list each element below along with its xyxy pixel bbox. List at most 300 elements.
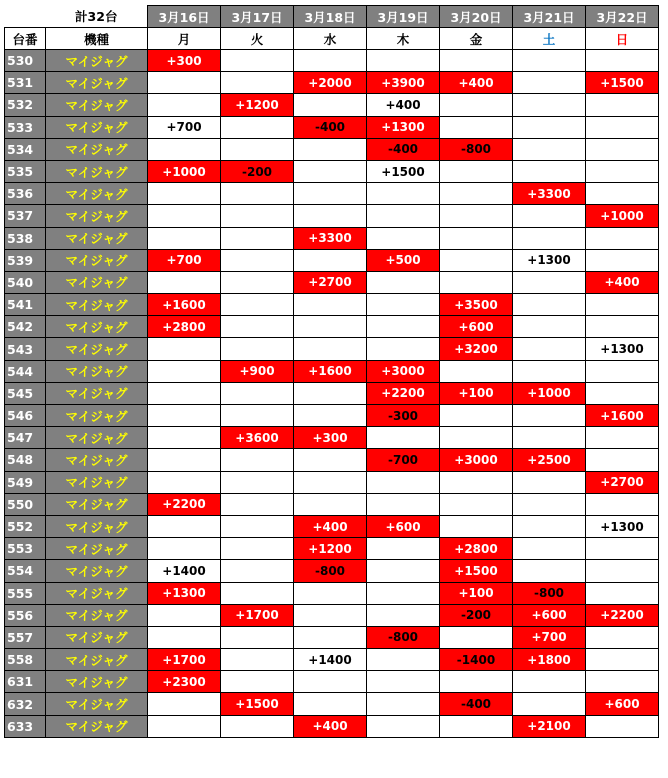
result-cell — [586, 249, 659, 271]
result-cell — [586, 493, 659, 515]
result-cell — [294, 183, 367, 205]
result-cell: +1700 — [148, 649, 221, 671]
machine-number: 537 — [5, 205, 46, 227]
machine-type: マイジャグ — [46, 715, 148, 737]
result-cell — [586, 582, 659, 604]
machine-number: 538 — [5, 227, 46, 249]
result-cell — [221, 649, 294, 671]
machine-number: 543 — [5, 338, 46, 360]
date-header: 3月19日 — [367, 6, 440, 28]
result-cell — [513, 427, 586, 449]
machine-type-header: 機種 — [46, 28, 148, 50]
table-row — [5, 515, 659, 537]
result-cell — [513, 138, 586, 160]
machine-type: マイジャグ — [46, 360, 148, 382]
result-cell — [440, 160, 513, 182]
result-cell — [586, 449, 659, 471]
result-cell — [440, 626, 513, 648]
table-row — [5, 715, 659, 737]
result-cell: +3000 — [440, 449, 513, 471]
machine-type: マイジャグ — [46, 271, 148, 293]
result-cell — [148, 427, 221, 449]
result-cell: -800 — [294, 560, 367, 582]
machine-type: マイジャグ — [46, 94, 148, 116]
table-row — [5, 693, 659, 715]
date-header: 3月18日 — [294, 6, 367, 28]
result-cell: +900 — [221, 360, 294, 382]
machine-type: マイジャグ — [46, 116, 148, 138]
result-cell — [440, 227, 513, 249]
result-cell — [513, 360, 586, 382]
machine-number: 550 — [5, 493, 46, 515]
table-row — [5, 72, 659, 94]
table-row — [5, 183, 659, 205]
result-cell: +1600 — [148, 294, 221, 316]
result-cell: +100 — [440, 382, 513, 404]
table-row — [5, 205, 659, 227]
result-cell — [221, 626, 294, 648]
result-cell: -800 — [440, 138, 513, 160]
date-header: 3月20日 — [440, 6, 513, 28]
weekday-header: 金 — [440, 28, 513, 50]
result-cell — [513, 405, 586, 427]
result-cell: +1700 — [221, 604, 294, 626]
result-cell — [221, 582, 294, 604]
result-cell — [586, 671, 659, 693]
result-cell — [586, 50, 659, 72]
result-cell: -800 — [367, 626, 440, 648]
machine-type: マイジャグ — [46, 338, 148, 360]
table-row — [5, 294, 659, 316]
result-cell — [148, 538, 221, 560]
result-cell — [513, 493, 586, 515]
result-cell: +1300 — [586, 338, 659, 360]
result-cell: +400 — [294, 515, 367, 537]
machine-type: マイジャグ — [46, 138, 148, 160]
result-cell: +1000 — [586, 205, 659, 227]
weekday-header: 土 — [513, 28, 586, 50]
result-cell — [148, 515, 221, 537]
machine-type: マイジャグ — [46, 427, 148, 449]
table-row — [5, 560, 659, 582]
result-cell — [221, 116, 294, 138]
result-cell — [221, 205, 294, 227]
result-cell — [440, 94, 513, 116]
result-cell: +2200 — [367, 382, 440, 404]
machine-number: 547 — [5, 427, 46, 449]
machine-number: 534 — [5, 138, 46, 160]
table-row — [5, 94, 659, 116]
result-cell: +1300 — [586, 515, 659, 537]
result-cell — [513, 227, 586, 249]
result-cell: +100 — [440, 582, 513, 604]
result-cell — [148, 271, 221, 293]
result-cell — [148, 715, 221, 737]
machine-type: マイジャグ — [46, 649, 148, 671]
weekday-header: 水 — [294, 28, 367, 50]
table-row — [5, 604, 659, 626]
machine-type: マイジャグ — [46, 693, 148, 715]
result-cell — [367, 538, 440, 560]
result-cell: -700 — [367, 449, 440, 471]
result-cell: +1000 — [148, 160, 221, 182]
result-cell — [367, 582, 440, 604]
result-cell — [513, 338, 586, 360]
result-cell — [221, 316, 294, 338]
result-cell — [440, 427, 513, 449]
result-cell: -400 — [294, 116, 367, 138]
result-cell — [148, 405, 221, 427]
result-cell: +1400 — [294, 649, 367, 671]
result-cell: +1800 — [513, 649, 586, 671]
result-cell: +600 — [586, 693, 659, 715]
weekday-header: 火 — [221, 28, 294, 50]
result-cell — [221, 538, 294, 560]
date-header: 3月22日 — [586, 6, 659, 28]
result-cell — [513, 671, 586, 693]
result-cell: +3500 — [440, 294, 513, 316]
result-cell — [367, 271, 440, 293]
result-cell — [221, 493, 294, 515]
result-cell — [294, 604, 367, 626]
result-cell: +1500 — [221, 693, 294, 715]
result-cell: +400 — [440, 72, 513, 94]
result-cell — [294, 671, 367, 693]
result-cell: +600 — [367, 515, 440, 537]
result-cell — [586, 183, 659, 205]
machine-type: マイジャグ — [46, 471, 148, 493]
table-row — [5, 50, 659, 72]
result-cell — [367, 427, 440, 449]
result-cell — [148, 449, 221, 471]
result-cell — [367, 471, 440, 493]
machine-number: 546 — [5, 405, 46, 427]
machine-type: マイジャグ — [46, 382, 148, 404]
result-cell — [586, 560, 659, 582]
result-cell — [221, 671, 294, 693]
result-cell — [513, 116, 586, 138]
result-cell — [294, 493, 367, 515]
machine-type: マイジャグ — [46, 604, 148, 626]
result-cell: -200 — [440, 604, 513, 626]
result-cell: +3200 — [440, 338, 513, 360]
result-cell — [294, 316, 367, 338]
weekday-header: 日 — [586, 28, 659, 50]
table-row — [5, 649, 659, 671]
result-cell — [294, 94, 367, 116]
machine-number: 531 — [5, 72, 46, 94]
result-cell: -800 — [513, 582, 586, 604]
machine-count: 計32台 — [75, 9, 118, 25]
result-cell — [586, 94, 659, 116]
result-cell — [440, 515, 513, 537]
machine-type: マイジャグ — [46, 50, 148, 72]
result-cell — [440, 183, 513, 205]
result-cell: +2500 — [513, 449, 586, 471]
result-cell — [367, 316, 440, 338]
machine-number: 552 — [5, 515, 46, 537]
result-cell — [221, 294, 294, 316]
result-cell: +3300 — [294, 227, 367, 249]
result-cell — [440, 205, 513, 227]
table-row — [5, 538, 659, 560]
result-cell: +1400 — [148, 560, 221, 582]
result-cell — [367, 604, 440, 626]
result-cell — [294, 405, 367, 427]
table-row — [5, 582, 659, 604]
machine-type: マイジャグ — [46, 493, 148, 515]
result-cell — [294, 294, 367, 316]
machine-number: 533 — [5, 116, 46, 138]
table-row — [5, 138, 659, 160]
result-cell — [367, 227, 440, 249]
machine-number: 557 — [5, 626, 46, 648]
result-cell — [294, 249, 367, 271]
result-cell — [367, 294, 440, 316]
result-cell — [586, 649, 659, 671]
result-cell — [367, 649, 440, 671]
result-cell: +2700 — [294, 271, 367, 293]
result-cell — [440, 50, 513, 72]
result-cell: +300 — [294, 427, 367, 449]
machine-number: 632 — [5, 693, 46, 715]
result-cell — [221, 449, 294, 471]
result-cell — [440, 405, 513, 427]
result-cell: +2000 — [294, 72, 367, 94]
result-cell: +600 — [440, 316, 513, 338]
result-cell — [513, 316, 586, 338]
result-cell — [513, 294, 586, 316]
result-cell — [367, 50, 440, 72]
machine-type: マイジャグ — [46, 405, 148, 427]
result-cell: +3000 — [367, 360, 440, 382]
machine-number: 631 — [5, 671, 46, 693]
result-cell — [367, 671, 440, 693]
date-header: 3月21日 — [513, 6, 586, 28]
result-cell — [586, 715, 659, 737]
table-row — [5, 427, 659, 449]
result-cell: +400 — [367, 94, 440, 116]
machine-number: 553 — [5, 538, 46, 560]
machine-number: 554 — [5, 560, 46, 582]
table-row — [5, 227, 659, 249]
result-cell: +1000 — [513, 382, 586, 404]
machine-number: 633 — [5, 715, 46, 737]
result-cell — [294, 50, 367, 72]
date-header: 3月17日 — [221, 6, 294, 28]
result-cell — [148, 94, 221, 116]
result-cell — [513, 560, 586, 582]
machine-number: 558 — [5, 649, 46, 671]
machine-number: 535 — [5, 160, 46, 182]
result-cell — [367, 493, 440, 515]
result-cell — [440, 671, 513, 693]
machine-number: 549 — [5, 471, 46, 493]
result-cell — [148, 205, 221, 227]
result-cell — [586, 116, 659, 138]
machine-type: マイジャグ — [46, 227, 148, 249]
result-cell — [513, 515, 586, 537]
result-cell — [148, 138, 221, 160]
corner-blank — [5, 6, 46, 28]
machine-number: 539 — [5, 249, 46, 271]
table-row — [5, 671, 659, 693]
result-cell: +1500 — [586, 72, 659, 94]
result-cell — [221, 560, 294, 582]
result-cell — [513, 72, 586, 94]
result-cell — [148, 471, 221, 493]
result-cell: +2200 — [148, 493, 221, 515]
results-table — [4, 5, 659, 738]
result-cell — [294, 693, 367, 715]
result-cell — [294, 338, 367, 360]
result-cell: +1200 — [221, 94, 294, 116]
result-cell — [513, 471, 586, 493]
result-cell — [221, 138, 294, 160]
table-row — [5, 160, 659, 182]
result-cell — [440, 493, 513, 515]
machine-number: 536 — [5, 183, 46, 205]
result-cell: +1500 — [440, 560, 513, 582]
result-cell — [294, 471, 367, 493]
result-cell — [221, 471, 294, 493]
result-cell — [221, 271, 294, 293]
result-cell — [221, 515, 294, 537]
result-cell: +1600 — [294, 360, 367, 382]
result-cell: +2700 — [586, 471, 659, 493]
machine-number: 545 — [5, 382, 46, 404]
result-cell — [440, 271, 513, 293]
result-cell — [440, 471, 513, 493]
result-cell — [367, 183, 440, 205]
result-cell — [148, 72, 221, 94]
table-row — [5, 471, 659, 493]
result-cell — [586, 160, 659, 182]
result-cell — [440, 715, 513, 737]
result-cell — [148, 626, 221, 648]
result-cell — [586, 626, 659, 648]
machine-number: 530 — [5, 50, 46, 72]
machine-type: マイジャグ — [46, 294, 148, 316]
machine-type: マイジャグ — [46, 560, 148, 582]
date-header: 3月16日 — [148, 6, 221, 28]
result-cell: +2200 — [586, 604, 659, 626]
result-cell — [513, 160, 586, 182]
result-cell — [148, 604, 221, 626]
result-cell — [586, 316, 659, 338]
result-cell: -200 — [221, 160, 294, 182]
result-cell — [148, 183, 221, 205]
machine-type: マイジャグ — [46, 72, 148, 94]
result-cell — [221, 405, 294, 427]
result-cell: +400 — [586, 271, 659, 293]
result-cell — [221, 72, 294, 94]
result-cell — [586, 294, 659, 316]
machine-type: マイジャグ — [46, 205, 148, 227]
column-header-row — [5, 28, 659, 50]
result-cell — [440, 360, 513, 382]
result-cell — [294, 382, 367, 404]
machine-type: マイジャグ — [46, 160, 148, 182]
result-cell — [148, 693, 221, 715]
result-cell — [586, 427, 659, 449]
result-cell — [367, 560, 440, 582]
table-row — [5, 116, 659, 138]
result-cell: +1300 — [148, 582, 221, 604]
result-cell: +3600 — [221, 427, 294, 449]
result-cell — [367, 693, 440, 715]
machine-type: マイジャグ — [46, 626, 148, 648]
result-cell — [221, 50, 294, 72]
table-row — [5, 382, 659, 404]
result-cell — [513, 205, 586, 227]
table-row — [5, 249, 659, 271]
result-cell — [586, 538, 659, 560]
result-cell — [148, 360, 221, 382]
machine-number: 540 — [5, 271, 46, 293]
machine-type: マイジャグ — [46, 316, 148, 338]
result-cell: -400 — [367, 138, 440, 160]
machine-number-header: 台番 — [5, 28, 46, 50]
result-cell: +700 — [148, 249, 221, 271]
machine-number: 532 — [5, 94, 46, 116]
result-cell — [367, 338, 440, 360]
machine-type: マイジャグ — [46, 183, 148, 205]
result-cell — [367, 205, 440, 227]
result-cell: +3900 — [367, 72, 440, 94]
result-cell: +2300 — [148, 671, 221, 693]
result-cell: -400 — [440, 693, 513, 715]
date-header-row — [5, 6, 659, 28]
machine-number: 555 — [5, 582, 46, 604]
result-cell — [513, 538, 586, 560]
table-row — [5, 493, 659, 515]
machine-number: 556 — [5, 604, 46, 626]
result-cell: +300 — [148, 50, 221, 72]
weekday-header: 木 — [367, 28, 440, 50]
result-cell — [440, 116, 513, 138]
result-cell: -300 — [367, 405, 440, 427]
result-cell: +2800 — [148, 316, 221, 338]
result-cell: +2100 — [513, 715, 586, 737]
machine-number: 544 — [5, 360, 46, 382]
result-cell: +3300 — [513, 183, 586, 205]
result-cell — [294, 449, 367, 471]
machine-type: マイジャグ — [46, 671, 148, 693]
result-cell — [294, 205, 367, 227]
result-cell — [221, 249, 294, 271]
result-cell — [221, 227, 294, 249]
machine-number: 542 — [5, 316, 46, 338]
result-cell — [586, 360, 659, 382]
result-cell — [221, 183, 294, 205]
result-cell — [294, 582, 367, 604]
table-row — [5, 316, 659, 338]
result-cell — [148, 227, 221, 249]
result-cell — [294, 626, 367, 648]
result-cell — [367, 715, 440, 737]
result-cell: +700 — [513, 626, 586, 648]
result-cell — [513, 50, 586, 72]
result-cell — [148, 382, 221, 404]
machine-number: 541 — [5, 294, 46, 316]
table-row — [5, 338, 659, 360]
result-cell — [513, 693, 586, 715]
result-cell: +1500 — [367, 160, 440, 182]
result-cell — [586, 382, 659, 404]
result-cell: +2800 — [440, 538, 513, 560]
weekday-header: 月 — [148, 28, 221, 50]
